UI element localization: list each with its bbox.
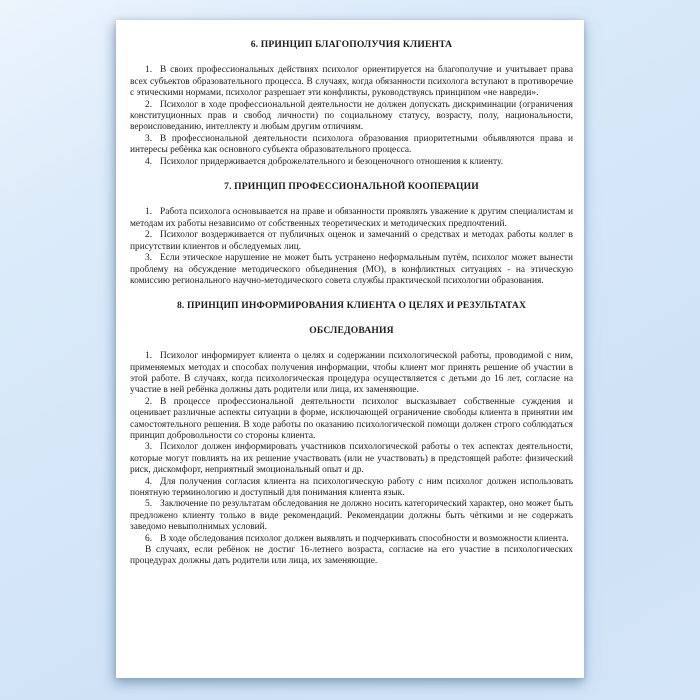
item-text: Психолог должен информировать участников психологической работы о тех аспектах деятельности, которые могут повлиять на их решение участвовать (или не участвовать) в предстоящей работе: физический риск, дискомфорт, неприятный эмоциональный опыт и др. — [130, 442, 573, 476]
list-item — [130, 442, 573, 476]
item-number: 3. — [145, 133, 153, 144]
item-text: В ходе обследования психолог должен выявлять и подчеркивать способности и возможности клиента. — [160, 533, 569, 544]
item-text: Работа психолога основывается на праве и обязанности проявлять уважение к другим специалистам и методам их работы независимо от собственных теоретических и методических предпочтений. — [130, 207, 573, 229]
list-item — [130, 351, 573, 397]
item-number: 4. — [145, 476, 153, 487]
item-text: Психолог информирует клиента о целях и содержании психологической работы, проводимой с ним, применяемых методах и способах получения информации, чтобы клиент мог принять решение об участии в этой работе. В случаях, когда психологическая процедура осуществляется с детьми до 16 лет, согласие на участие в ней ребёнка должны дать родители или лица, их заменяющие. — [130, 351, 573, 396]
section-7-heading: 7. ПРИНЦИП ПРОФЕССИОНАЛЬНОЙ КООПЕРАЦИИ — [224, 181, 479, 193]
item-text: Психолог придерживается доброжелательного и безоценочного отношения к клиенту. — [160, 156, 504, 167]
item-text: В своих профессиональных действиях психолог ориентируется на благополучие и учитывает права всех субъектов образовательного процесса. В случаях, когда обязанности психолога вступают в противоречие с этическими нормами, психолог разрешает эти конфликты, руководствуясь принципом «не навреди». — [130, 65, 573, 99]
item-number: 1. — [145, 351, 153, 362]
list-item — [130, 230, 573, 253]
section-8 — [130, 300, 573, 568]
item-text: Для получения согласия клиента на психологическую работу с ним психолог должен использовать понятную терминологию и доступный для понимания клиента язык. — [130, 476, 573, 498]
item-text: Если этическое нарушение не может быть устранено неформальным путём, психолог может вынести проблему на обсуждение методического объединения (МО), в конфликтных ситуациях - на этическую комиссию регионального научно-методического совета службы практической психологии образования. — [130, 253, 573, 286]
item-number: 4. — [145, 156, 153, 167]
item-number: 2. — [145, 396, 153, 407]
item-number: 5. — [145, 499, 153, 510]
list-item — [130, 477, 573, 500]
list-item — [130, 134, 573, 157]
item-text: Психолог воздерживается от публичных оценок и замечаний о средствах и методах работы коллег в присутствии клиентов и обследуемых лиц. — [130, 230, 573, 252]
item-number: 2. — [145, 99, 153, 110]
list-item — [130, 499, 573, 533]
list-item — [130, 397, 573, 443]
section-8-heading-line2: ОБСЛЕДОВАНИЯ — [309, 324, 394, 336]
document-page — [116, 20, 584, 678]
list-item — [130, 207, 573, 230]
list-item — [130, 65, 573, 99]
list-item — [130, 253, 573, 287]
item-text: В профессиональной деятельности психолога образования приоритетными объявляются права и интересы ребёнка как основного субъекта образовательного процесса. — [130, 133, 573, 156]
section-6-heading: 6. ПРИНЦИП БЛАГОПОЛУЧИЯ КЛИЕНТА — [250, 39, 453, 50]
item-number: 3. — [145, 253, 153, 264]
item-text: В процессе профессиональной деятельности психолог высказывает собственные суждения и оценивает различные аспекты ситуации в форме, исключающей ограничение свободы клиента в принятии им самостоятельного решения. В ходе работы по оказанию психологической помощи должен строго соблюдаться принцип добровольности со стороны клиента. — [130, 396, 573, 441]
item-text: Психолог в ходе профессиональной деятельности не должен допускать дискриминации (ограничения конституционных прав и свобод личности) по социальному статусу, возрасту, полу, национальности, вероисповеданию, интеллекту и любым другим отличиям. — [130, 99, 573, 133]
item-number: 1. — [145, 207, 153, 218]
list-item — [130, 157, 573, 168]
section-6 — [130, 39, 573, 168]
list-item — [130, 100, 573, 134]
item-number: 3. — [145, 442, 153, 453]
section-7 — [130, 181, 573, 287]
item-text: Заключение по результатам обследования не должно носить категорический характер, оно может быть предложено клиенту только в виде рекомендаций. Рекомендации должны быть чёткими и не содержать заведомо невыполнимых условий. — [130, 499, 573, 533]
item-number: 2. — [145, 230, 153, 241]
section-8-heading-line1: 8. ПРИНЦИП ИНФОРМИРОВАНИЯ КЛИЕНТА О ЦЕЛЯХ И РЕЗУЛЬТАТАХ — [176, 300, 527, 312]
closing-paragraph: В случаях, если ребёнок не достиг 16-летнего возраста, согласие на его участие в психологических процедурах должны дать родители или лица, их заменяющие. — [130, 545, 573, 567]
item-number: 1. — [145, 65, 153, 76]
list-item — [130, 534, 573, 545]
item-number: 6. — [145, 533, 153, 544]
